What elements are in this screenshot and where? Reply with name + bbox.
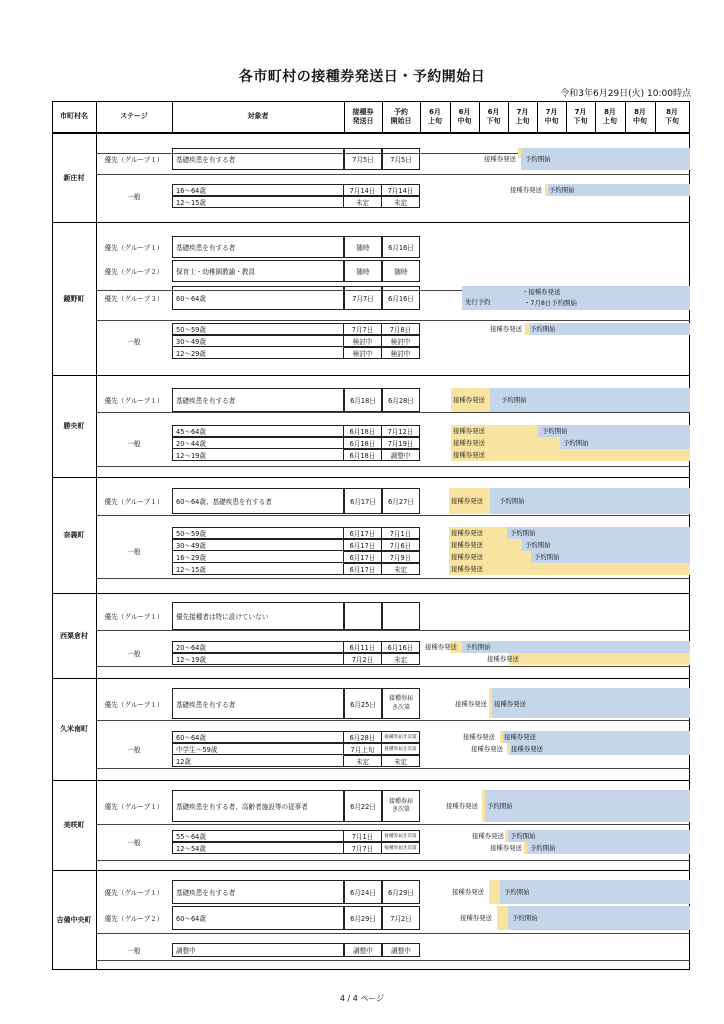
schedule-label: 接種券発送 — [425, 643, 457, 651]
header-municipality: 市町村名 — [60, 112, 88, 121]
schedule-label: 予約開始 — [510, 529, 536, 537]
stage-label: 優先（グループ３） — [104, 295, 164, 303]
stage-label: 優先（グループ１） — [104, 397, 164, 405]
group-guide-line — [96, 515, 690, 516]
schedule-label: 接種券発送 — [511, 745, 543, 753]
stage-label: 優先（グループ１） — [104, 803, 164, 811]
coupon-send-date: 7月7日 — [344, 842, 382, 854]
header-column-divider — [537, 101, 538, 133]
header-period-month: 6月 — [429, 107, 441, 116]
municipality-separator — [52, 593, 690, 594]
header-column-divider — [479, 101, 480, 133]
booking-start-date: 7月2日 — [382, 906, 420, 930]
target-group: 保育士・幼稚園教諭・教員 — [172, 260, 344, 282]
schedule-label: 予約開始 — [525, 155, 551, 163]
group-guide-line — [96, 320, 690, 321]
schedule-label: 接種券発送 — [453, 451, 485, 459]
header-period — [450, 101, 479, 133]
schedule-label: 先行予約 — [465, 298, 491, 306]
stage-label: 一般 — [127, 338, 141, 346]
municipality-separator — [52, 477, 690, 478]
header-period — [479, 101, 508, 133]
schedule-label: 接種券発送 — [455, 699, 487, 708]
booking-start-date-text: 接種券届き次第 — [388, 695, 413, 711]
target-group: 12～29歳 — [172, 347, 344, 359]
target-group: 16～64歳 — [172, 184, 344, 196]
header-column-divider — [172, 101, 173, 133]
header-send-date-line1: 接種券 — [352, 107, 374, 116]
booking-start-date: 未定 — [382, 755, 420, 767]
schedule-label: 予約開始 — [549, 186, 575, 194]
header-column-divider — [450, 101, 451, 133]
schedule-label: 予約開始 — [499, 497, 525, 505]
coupon-send-date — [344, 602, 382, 630]
schedule-label: 予約開始 — [534, 553, 560, 561]
booking-start-date: 調整中 — [382, 943, 420, 957]
header-period-part: 上旬 — [603, 117, 617, 125]
header-period — [655, 101, 689, 133]
coupon-sent-bar — [509, 653, 690, 665]
schedule-label: 接種券発送 — [453, 396, 485, 404]
header-column-divider — [420, 101, 421, 133]
group-guide-line — [96, 174, 690, 175]
booking-start-date: 検討中 — [382, 347, 420, 359]
schedule-label: 予約開始 — [465, 643, 491, 651]
coupon-send-date: 6月29日 — [344, 906, 382, 930]
booking-start-date-text: 接種券届き次第 — [388, 797, 413, 813]
target-group: 60～64歳 — [172, 286, 344, 310]
schedule-label: 予約開始 — [510, 832, 536, 840]
schedule-label: 予約開始 — [501, 396, 527, 404]
target-group: 50～59歳 — [172, 323, 344, 335]
coupon-send-date: 未定 — [344, 196, 382, 208]
municipality-name: 美咲町 — [63, 821, 85, 829]
page-title: 各市町村の接種券発送日・予約開始日 — [238, 69, 486, 85]
group-guide-line — [96, 578, 690, 579]
booking-start-date: 接種券届き次第 — [382, 830, 420, 842]
header-period-month: 7月 — [516, 107, 529, 116]
schedule-label: 予約開始 — [530, 325, 556, 333]
booking-start-date: 6月27日 — [382, 488, 420, 514]
header-period-part: 上旬 — [515, 117, 530, 125]
booking-start-date: 未定 — [382, 653, 420, 665]
header-column-divider — [566, 101, 567, 133]
header-period-month: 8月 — [666, 107, 678, 116]
coupon-send-date: 6月24日 — [344, 880, 382, 904]
booking-start-date: 7月14日 — [382, 184, 420, 196]
municipality-name: 勝央町 — [63, 422, 85, 430]
schedule-label: 接種券発送 — [471, 745, 503, 753]
schedule-label: 予約開始 — [542, 427, 568, 435]
booking-start-date: 7月5日 — [382, 148, 420, 170]
schedule-label: 接種券発送 — [451, 541, 483, 549]
header-column-divider — [382, 101, 383, 133]
coupon-send-date: 7月上旬 — [344, 743, 382, 755]
header-send-date — [344, 101, 382, 133]
schedule-label: 予約開始 — [530, 844, 556, 852]
schedule-label: 接種券発送 — [451, 553, 483, 561]
header-column-divider — [625, 101, 626, 133]
schedule-label: 接種券発送 — [490, 325, 522, 333]
coupon-send-date: 6月22日 — [344, 790, 382, 822]
coupon-send-date: 6月18日 — [344, 437, 382, 449]
booking-start-date: 6月28日 — [382, 388, 420, 412]
coupon-send-date: 7月2日 — [344, 653, 382, 665]
municipality-separator — [52, 780, 690, 781]
target-group: 30～49歳 — [172, 335, 344, 347]
group-guide-line — [96, 824, 690, 825]
coupon-send-date: 7月14日 — [344, 184, 382, 196]
coupon-send-date: 7月7日 — [344, 323, 382, 335]
coupon-send-date: 検討中 — [344, 347, 382, 359]
schedule-label: 接種券発送 — [472, 832, 504, 840]
coupon-send-date: 7月7日 — [344, 286, 382, 310]
coupon-send-date: 未定 — [344, 755, 382, 767]
coupon-send-date: 6月17日 — [344, 488, 382, 514]
schedule-label: 予約開始 — [525, 541, 551, 549]
target-group: 45～64歳 — [172, 425, 344, 437]
schedule-label: 予約開始 — [563, 439, 589, 447]
target-group: 20～64歳 — [172, 641, 344, 653]
coupon-send-date: 6月17日 — [344, 527, 382, 539]
header-booking-date — [382, 101, 420, 133]
target-group: 基礎疾患を有する者、高齢者施設等の従事者 — [172, 790, 344, 822]
target-group: 60～64歳 — [172, 731, 344, 743]
schedule-label: 接種券発送 — [484, 155, 516, 163]
municipality-separator — [52, 222, 690, 223]
booking-start-date: 6月29日 — [382, 880, 420, 904]
coupon-send-date: 6月17日 — [344, 551, 382, 563]
header-stage: ステージ — [120, 112, 148, 121]
schedule-label: 接種券発送 — [453, 439, 485, 447]
coupon-sent-bar — [489, 880, 500, 904]
header-period-part: 中旬 — [457, 117, 472, 125]
target-group: 16～29歳 — [172, 551, 344, 563]
coupon-send-date: 7月1日 — [344, 830, 382, 842]
group-guide-line — [96, 720, 690, 721]
coupon-send-date: 調整中 — [344, 943, 382, 957]
schedule-label: 接種券発送 — [453, 427, 485, 435]
municipality-separator — [52, 678, 690, 679]
group-guide-line — [96, 412, 690, 413]
header-period — [566, 101, 595, 133]
header-period-part: 下旬 — [486, 117, 501, 125]
group-guide-line — [96, 768, 690, 769]
group-guide-line — [96, 466, 690, 467]
booking-start-date: 6月16日 — [382, 236, 420, 258]
target-group: 基礎疾患を有する者 — [172, 688, 344, 719]
schedule-label: 接種券発送 — [510, 186, 542, 194]
stage-label: 優先（グループ２） — [104, 915, 164, 923]
coupon-sent-bar — [451, 449, 690, 461]
stage-label: 優先（グループ１） — [104, 613, 164, 621]
schedule-label: 接種券発送 — [452, 888, 484, 896]
booking-open-bar — [462, 641, 690, 653]
group-guide-line — [96, 666, 690, 667]
header-target: 対象者 — [247, 112, 269, 121]
booking-start-date — [382, 688, 420, 719]
group-guide-line — [96, 960, 690, 961]
schedule-label: 接種券発送 — [460, 914, 492, 922]
stage-label: 一般 — [127, 193, 141, 201]
header-period-month: 7月 — [545, 107, 558, 116]
schedule-label: 接種券発送 — [451, 565, 483, 573]
booking-start-date: 接種券届き次第 — [382, 842, 420, 854]
booking-start-date: 7月9日 — [382, 551, 420, 563]
stage-label: 優先（グループ１） — [104, 498, 164, 506]
coupon-send-date: 6月17日 — [344, 563, 382, 575]
coupon-send-date: 6月28日 — [344, 731, 382, 743]
schedule-label: 予約開始 — [512, 914, 538, 922]
target-group: 基礎疾患を有する者 — [172, 148, 344, 170]
booking-start-date: 接種券届き次第 — [382, 743, 420, 755]
target-group: 30～49歳 — [172, 539, 344, 551]
schedule-label: 接種券発送 — [463, 733, 495, 741]
header-period-month: 6月 — [487, 107, 500, 116]
booking-start-date: 未定 — [382, 196, 420, 208]
booking-start-date: 接種券届き次第 — [382, 731, 420, 743]
group-guide-line — [96, 933, 690, 934]
municipality-name: 新庄村 — [63, 173, 85, 182]
target-group: 調整中 — [172, 943, 344, 957]
header-period-part: 下旬 — [573, 117, 588, 125]
stage-label: 優先（グループ２） — [104, 268, 164, 276]
schedule-label: 接種券発送 — [494, 699, 526, 708]
stage-label: 優先（グループ１） — [104, 244, 164, 252]
target-group: 12～54歳 — [172, 842, 344, 854]
target-group: 中学生～59歳 — [172, 743, 344, 755]
stage-label: 一般 — [127, 947, 141, 955]
header-booking-date-line1: 予約 — [394, 107, 408, 116]
coupon-send-date: 検討中 — [344, 335, 382, 347]
target-group: 50～59歳 — [172, 527, 344, 539]
group-guide-line — [96, 630, 690, 631]
coupon-send-date: 6月11日 — [344, 641, 382, 653]
as-of-timestamp: 令和3年6月29日(火) 10:00時点 — [560, 89, 691, 99]
header-period — [537, 101, 566, 133]
booking-open-bar — [485, 790, 690, 822]
target-group: 60～64歳 — [172, 906, 344, 930]
municipality-name: 吉備中央町 — [56, 916, 92, 924]
booking-start-date: 7月8日 — [382, 323, 420, 335]
coupon-send-date: 随時 — [344, 260, 382, 282]
coupon-send-date: 6月18日 — [344, 449, 382, 461]
coupon-sent-bar — [497, 906, 508, 930]
header-period-part: 下旬 — [665, 117, 679, 125]
schedule-label: 予約開始 — [487, 802, 513, 810]
schedule-label: 接種券発送 — [504, 733, 536, 741]
coupon-send-date: 6月25日 — [344, 688, 382, 719]
stage-label: 一般 — [127, 440, 141, 448]
schedule-label: 接種券発送 — [446, 802, 478, 810]
header-booking-date-line2: 開始日 — [390, 117, 412, 125]
schedule-label: 接種券発送 — [451, 529, 483, 537]
stage-label: 優先（グループ１） — [104, 156, 164, 164]
header-column-divider — [595, 101, 596, 133]
coupon-send-date: 6月18日 — [344, 425, 382, 437]
target-group: 60～64歳、基礎疾患を有する者 — [172, 488, 344, 514]
target-group: 12～15歳 — [172, 563, 344, 575]
header-period — [625, 101, 655, 133]
page-number: 4 / 4 ページ — [339, 994, 385, 1003]
header-column-divider — [508, 101, 509, 133]
stage-label: 一般 — [127, 650, 141, 658]
booking-start-date: 随時 — [382, 260, 420, 282]
schedule-label: 接種券発送 — [451, 497, 483, 505]
stage-label: 優先（グループ１） — [104, 700, 164, 709]
header-period-month: 6月 — [458, 107, 471, 116]
stage-label: 一般 — [127, 839, 141, 847]
booking-start-date: 7月1日 — [382, 527, 420, 539]
schedule-label: ・接種券発送 — [522, 288, 561, 296]
stage-label: 優先（グループ１） — [104, 889, 164, 897]
municipality-name: 久米南町 — [60, 725, 88, 733]
coupon-send-date: 随時 — [344, 236, 382, 258]
header-period-month: 7月 — [574, 107, 587, 116]
schedule-label: 接種券発送 — [490, 844, 522, 852]
target-group: 12～19歳 — [172, 449, 344, 461]
header-period — [595, 101, 625, 133]
booking-start-date: 7月6日 — [382, 539, 420, 551]
municipality-separator — [52, 870, 690, 871]
header-period-part: 中旬 — [544, 117, 559, 125]
target-group: 優先接種者は特に設けていない — [172, 602, 344, 630]
schedule-label: ・7月8日予約開始 — [524, 299, 577, 307]
stage-label: 一般 — [127, 746, 141, 754]
coupon-send-date: 6月17日 — [344, 539, 382, 551]
group-guide-line — [96, 860, 690, 861]
booking-start-date — [382, 602, 420, 630]
header-period-month: 8月 — [604, 107, 616, 116]
coupon-send-date: 7月5日 — [344, 148, 382, 170]
target-group: 基礎疾患を有する者 — [172, 236, 344, 258]
municipality-separator — [52, 375, 690, 376]
stage-label: 一般 — [127, 548, 141, 556]
booking-start-date: 調整中 — [382, 449, 420, 461]
municipality-name: 鏡野町 — [63, 294, 85, 303]
target-group: 12～15歳 — [172, 196, 344, 208]
booking-start-date: 検討中 — [382, 335, 420, 347]
header-period-month: 8月 — [634, 107, 646, 116]
target-group: 基礎疾患を有する者 — [172, 388, 344, 412]
booking-start-date: 7月19日 — [382, 437, 420, 449]
target-group: 12歳 — [172, 755, 344, 767]
booking-start-date: 7月12日 — [382, 425, 420, 437]
booking-start-date: 未定 — [382, 563, 420, 575]
booking-start-date: 6月16日 — [382, 641, 420, 653]
schedule-label: 接種券発送 — [487, 655, 519, 663]
booking-start-date: 6月16日 — [382, 286, 420, 310]
target-group: 55～64歳 — [172, 830, 344, 842]
header-period — [420, 101, 450, 133]
target-group: 20～44歳 — [172, 437, 344, 449]
header-column-divider — [655, 101, 656, 133]
header-period-part: 上旬 — [428, 117, 442, 125]
header-column-divider — [344, 101, 345, 133]
header-send-date-line2: 発送日 — [352, 117, 374, 125]
coupon-sent-bar — [449, 563, 690, 575]
target-group: 基礎疾患を有する者 — [172, 880, 344, 904]
header-period — [508, 101, 537, 133]
schedule-label: 予約開始 — [504, 888, 530, 896]
municipality-name: 奈義町 — [63, 531, 85, 539]
coupon-send-date: 6月18日 — [344, 388, 382, 412]
header-column-divider — [96, 101, 97, 133]
booking-start-date — [382, 790, 420, 822]
header-period-part: 中旬 — [633, 117, 647, 125]
municipality-name: 西粟倉村 — [60, 631, 88, 640]
target-group: 12～19歳 — [172, 653, 344, 665]
